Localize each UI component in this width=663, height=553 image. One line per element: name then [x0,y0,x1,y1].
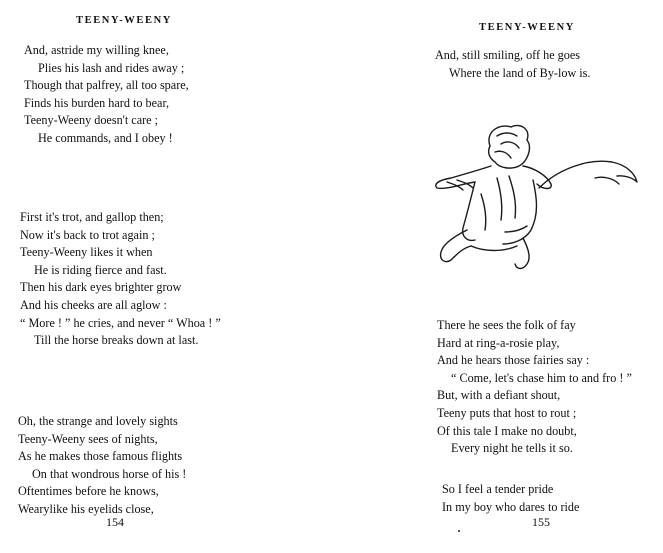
verse-line: So I feel a tender pride [442,482,554,496]
verse-line: And, still smiling, off he goes [435,48,581,62]
verse-line: Teeny-Weeny sees of nights, [18,431,158,446]
verse-line: “ More ! ” he cries, and never “ Whoa ! ” [20,315,221,330]
left-page [0,0,331,553]
verse-line: Of this tale I make no doubt, [437,423,577,438]
stanza [435,47,590,82]
stanza [24,42,189,148]
verse-line: But, with a defiant shout, [437,388,561,403]
running-head: TEENY-WEENY [479,22,575,33]
verse-line: Though that palfrey, all too spare, [24,78,189,93]
verse-line: “ Come, let's chase him to and fro ! ” [451,370,632,385]
page-number: 155 [532,515,550,529]
verse-line: Then his dark eyes brighter grow [20,280,182,295]
verse-line: He commands, and I obey ! [38,130,173,145]
verse-line: And, astride my willing knee, [24,43,169,57]
verse-line: In my boy who dares to ride [442,499,580,514]
printer-mark [458,530,460,532]
verse-line: Finds his burden hard to bear, [24,95,170,110]
running-head: TEENY-WEENY [76,15,172,26]
verse-line: There he sees the folk of fay [437,318,576,332]
verse-line: Plies his lash and rides away ; [38,60,185,75]
verse-line: Where the land of By-low is. [449,65,591,80]
verse-line: Teeny puts that host to rout ; [437,405,577,420]
verse-line: He is riding fierce and fast. [34,262,167,277]
verse-line: First it's trot, and gallop then; [20,210,164,224]
verse-line: Now it's back to trot again ; [20,227,155,242]
verse-line: And he hears those fairies say : [437,353,590,368]
verse-line: Oh, the strange and lovely sights [18,414,178,428]
verse-line: Wearylike his eyelids close, [18,501,154,516]
page-number: 154 [106,515,124,529]
verse-line: And his cheeks are all aglow : [20,297,167,312]
boy-on-horse-illustration [427,118,643,278]
verse-line: Hard at ring-a-rosie play, [437,335,560,350]
verse-line: Till the horse breaks down at last. [34,333,199,348]
stanza [18,413,186,519]
verse-line: Teeny-Weeny likes it when [20,245,153,260]
stanza [437,317,632,458]
verse-line: On that wondrous horse of his ! [32,466,187,481]
verse-line: Every night he tells it so. [451,441,573,456]
verse-line: Oftentimes before he knows, [18,484,159,499]
verse-line: As he makes those famous flights [18,449,183,464]
verse-line: Teeny-Weeny doesn't care ; [24,113,159,128]
stanza [20,209,221,350]
stanza [442,481,579,516]
